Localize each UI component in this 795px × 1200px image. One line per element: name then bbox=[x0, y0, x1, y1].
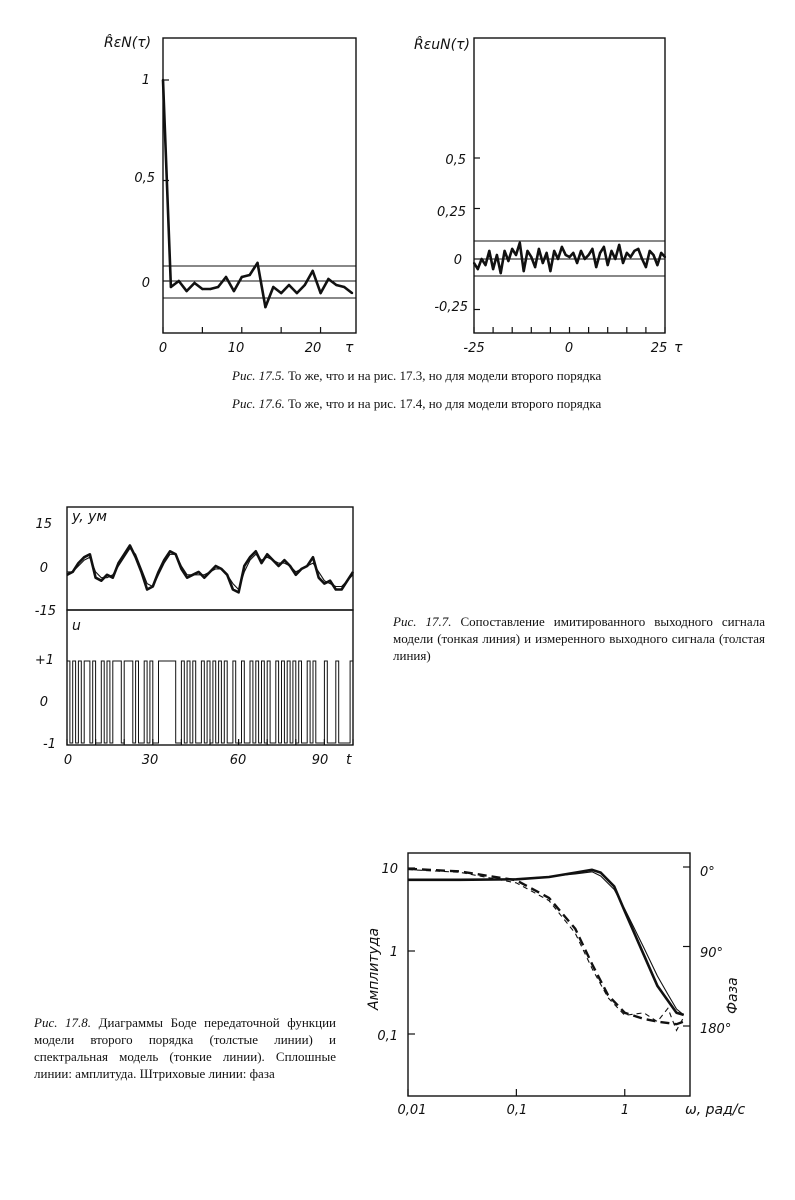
caption-fig176-text: То же, что и на рис. 17.4, но для модели второго порядка bbox=[287, 396, 602, 411]
fig175-point bbox=[248, 274, 250, 276]
caption-fig178-label: Рис. 17.8. bbox=[34, 1015, 92, 1030]
fig175-point bbox=[272, 286, 274, 288]
fig178-plot bbox=[366, 853, 745, 1118]
fig176-point bbox=[549, 270, 551, 272]
fig178-ytick-right-label: 0° bbox=[700, 865, 715, 880]
fig175-point bbox=[304, 284, 306, 286]
fig176-point bbox=[622, 262, 624, 264]
fig176-point bbox=[500, 272, 502, 274]
fig177-ytick-label: -15 bbox=[34, 604, 56, 619]
fig176-point bbox=[484, 264, 486, 266]
fig175-point bbox=[288, 284, 290, 286]
fig178-ylabel-left: Амплитуда bbox=[366, 927, 382, 1010]
fig177-xtick-label: 30 bbox=[141, 753, 159, 768]
fig176-point bbox=[595, 266, 597, 268]
caption-fig175-text: То же, что и на рис. 17.3, но для модели второго порядка bbox=[287, 368, 602, 383]
fig176-point bbox=[503, 250, 505, 252]
fig175-point bbox=[209, 288, 211, 290]
caption-fig178-text: Диаграммы Боде передаточной функции модели второго порядка (толстые линии) и спектральная модель (тонкие линии). Сплошные линии: амплитуда. Штриховые линии: фаза bbox=[34, 1015, 336, 1081]
fig178-ylabel-right: Фаза bbox=[725, 977, 741, 1014]
fig178-xlabel: ω, рад/с bbox=[685, 1102, 746, 1118]
fig178-xtick-label: 0,1 bbox=[506, 1103, 528, 1118]
fig176-point bbox=[473, 262, 475, 264]
fig175-xtick-label: 20 bbox=[304, 341, 322, 356]
fig175-point bbox=[241, 276, 243, 278]
fig176-point bbox=[580, 250, 582, 252]
fig175-point bbox=[296, 292, 298, 294]
fig177-xlabel: t bbox=[346, 752, 352, 768]
fig177-plot bbox=[35, 507, 353, 768]
fig177-ytick-label: -1 bbox=[43, 737, 56, 752]
fig176-point bbox=[641, 258, 643, 260]
caption-fig177-text: Сопоставление имитированного выходного сигнала модели (тонкая линия) и измеренного выходного сигнала (толстая линия) bbox=[393, 614, 765, 663]
fig175-frame bbox=[163, 38, 356, 333]
fig176-point bbox=[492, 268, 494, 270]
fig175-xlabel: τ bbox=[345, 340, 354, 356]
fig176-point bbox=[561, 246, 563, 248]
fig176-point bbox=[557, 258, 559, 260]
fig177-xtick-label: 90 bbox=[311, 753, 329, 768]
fig175-point bbox=[170, 286, 172, 288]
fig176-point bbox=[660, 252, 662, 254]
fig178-ytick-right-label: 180° bbox=[700, 1022, 732, 1037]
fig175-plot bbox=[104, 34, 356, 356]
fig176-point bbox=[637, 248, 639, 250]
fig178-amp-spectral-line bbox=[408, 872, 684, 1015]
fig176-point bbox=[538, 248, 540, 250]
fig175-point bbox=[185, 290, 187, 292]
fig177-model-line bbox=[67, 548, 353, 589]
fig176-point bbox=[645, 266, 647, 268]
fig175-series-line bbox=[163, 80, 352, 307]
fig176-point bbox=[626, 252, 628, 254]
caption-fig176-label: Рис. 17.6. bbox=[232, 396, 285, 411]
fig175-point bbox=[311, 270, 313, 272]
fig176-point bbox=[526, 250, 528, 252]
fig176-point bbox=[652, 254, 654, 256]
fig176-point bbox=[591, 248, 593, 250]
fig176-point bbox=[496, 254, 498, 256]
fig177-top-label: y, yм bbox=[72, 509, 107, 525]
fig176-ytick-label: 0 bbox=[453, 253, 462, 268]
fig176-point bbox=[565, 254, 567, 256]
fig176-point bbox=[603, 246, 605, 248]
fig177-xtick-label: 60 bbox=[229, 753, 247, 768]
fig176-point bbox=[542, 262, 544, 264]
fig176-point bbox=[633, 250, 635, 252]
fig176-point bbox=[568, 256, 570, 258]
fig176-ytick-label: 0,25 bbox=[437, 205, 466, 220]
fig176-point bbox=[607, 264, 609, 266]
fig176-xtick-label: 0 bbox=[564, 341, 574, 356]
caption-fig177 bbox=[393, 613, 765, 664]
fig175-ytick-label: 0,5 bbox=[134, 171, 155, 186]
fig176-point bbox=[534, 266, 536, 268]
fig176-point bbox=[523, 270, 525, 272]
fig176-point bbox=[649, 250, 651, 252]
fig175-point bbox=[178, 280, 180, 282]
fig175-point bbox=[343, 286, 345, 288]
fig176-ylabel: R̂εuN(τ) bbox=[414, 37, 470, 53]
fig175-point bbox=[233, 290, 235, 292]
fig176-xtick-label: 25 bbox=[650, 341, 668, 356]
fig177-top-frame bbox=[67, 507, 353, 610]
fig175-point bbox=[201, 288, 203, 290]
fig177-ytick-label: 0 bbox=[39, 695, 48, 710]
fig176-point bbox=[553, 250, 555, 252]
fig175-ylabel: R̂εN(τ) bbox=[104, 35, 152, 51]
caption-fig177-label: Рис. 17.7. bbox=[393, 614, 452, 629]
fig176-point bbox=[519, 242, 521, 244]
fig177-ytick-label: 0 bbox=[39, 561, 48, 576]
fig176-ytick-label: 0,5 bbox=[445, 153, 466, 168]
fig175-point bbox=[256, 262, 258, 264]
fig176-point bbox=[614, 258, 616, 260]
fig177-bottom-label: u bbox=[72, 618, 81, 634]
fig177-ytick-label: 15 bbox=[35, 517, 52, 532]
fig176-plot bbox=[414, 36, 683, 356]
fig176-point bbox=[572, 252, 574, 254]
fig176-point bbox=[610, 250, 612, 252]
fig175-point bbox=[351, 292, 353, 294]
fig175-point bbox=[193, 282, 195, 284]
fig175-xtick-label: 0 bbox=[158, 341, 168, 356]
fig177-xtick-label: 0 bbox=[63, 753, 73, 768]
caption-fig176 bbox=[232, 395, 772, 412]
fig176-frame bbox=[474, 38, 665, 333]
fig176-point bbox=[545, 252, 547, 254]
caption-fig175-label: Рис. 17.5. bbox=[232, 368, 285, 383]
fig176-point bbox=[656, 264, 658, 266]
fig176-point bbox=[618, 244, 620, 246]
fig176-point bbox=[584, 258, 586, 260]
fig176-point bbox=[588, 254, 590, 256]
fig175-point bbox=[280, 292, 282, 294]
fig175-point bbox=[225, 276, 227, 278]
fig178-ytick-left-label: 1 bbox=[389, 945, 398, 960]
fig175-point bbox=[319, 292, 321, 294]
fig175-point bbox=[264, 306, 266, 308]
fig177-input-signal bbox=[67, 661, 353, 743]
fig175-xtick-label: 10 bbox=[227, 341, 245, 356]
fig178-ytick-left-label: 10 bbox=[381, 862, 398, 877]
fig176-point bbox=[477, 268, 479, 270]
fig178-xtick-label: 1 bbox=[620, 1103, 630, 1118]
fig175-point bbox=[217, 286, 219, 288]
fig176-point bbox=[530, 256, 532, 258]
fig175-point bbox=[162, 79, 164, 81]
fig177-measured-line bbox=[67, 546, 353, 593]
fig176-point bbox=[599, 252, 601, 254]
fig176-xtick-label: -25 bbox=[463, 341, 485, 356]
fig178-ytick-right-label: 90° bbox=[700, 946, 724, 961]
fig178-ytick-left-label: 0,1 bbox=[377, 1029, 398, 1044]
fig176-ytick-label: -0,25 bbox=[434, 300, 468, 315]
fig176-point bbox=[511, 248, 513, 250]
caption-fig175 bbox=[232, 367, 772, 384]
fig176-xlabel: τ bbox=[674, 340, 683, 356]
fig178-amp-model-line bbox=[408, 870, 684, 1015]
fig176-point bbox=[576, 262, 578, 264]
fig178-xtick-label: 0,01 bbox=[397, 1103, 427, 1118]
fig176-point bbox=[515, 254, 517, 256]
fig176-point bbox=[630, 256, 632, 258]
fig176-point bbox=[488, 250, 490, 252]
fig176-point bbox=[481, 258, 483, 260]
fig176-point bbox=[507, 260, 509, 262]
fig177-ytick-label: +1 bbox=[34, 653, 54, 668]
fig178-phase-model-line bbox=[408, 869, 684, 1024]
fig175-ytick-label: 0 bbox=[141, 276, 150, 291]
fig175-point bbox=[335, 284, 337, 286]
caption-fig178 bbox=[34, 1014, 336, 1082]
fig175-point bbox=[327, 278, 329, 280]
fig175-ytick-label: 1 bbox=[141, 73, 150, 88]
fig178-frame bbox=[408, 853, 690, 1096]
fig176-point bbox=[664, 256, 666, 258]
